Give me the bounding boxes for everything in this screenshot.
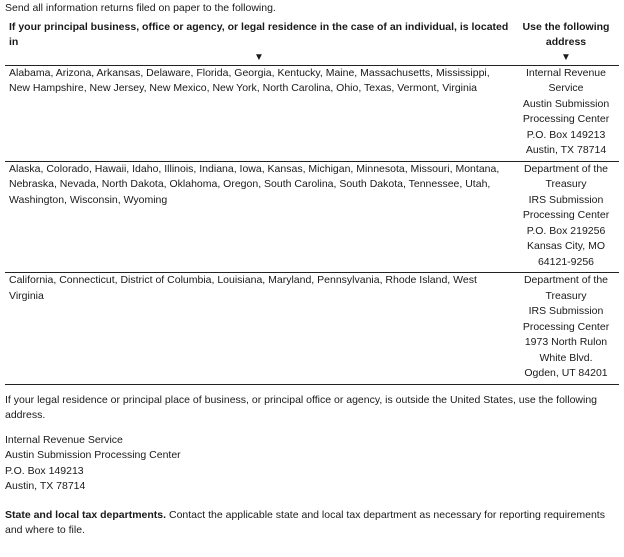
document-page: [0, 1, 624, 539]
state-local-note: [5, 508, 619, 539]
table-row: [5, 161, 619, 273]
address-line: P.O. Box 149213: [526, 128, 606, 141]
address-line: Internal Revenue Service: [5, 433, 123, 446]
address-line: 64121-9256: [537, 255, 595, 268]
address-line: P.O. Box 219256: [526, 224, 606, 237]
table-row: [5, 273, 619, 385]
foreign-address-block: [5, 433, 619, 495]
address-line: Austin, TX 78714: [525, 144, 607, 156]
address-cell: [513, 273, 619, 385]
state-local-label: State and local tax departments.: [5, 508, 167, 521]
address-line: IRS Submission: [528, 305, 604, 317]
address-cell: [513, 161, 619, 273]
address-header-line: address: [545, 36, 587, 48]
address-line: Treasury: [545, 289, 587, 302]
table-header-row: [5, 20, 619, 66]
address-header-line: Use the following: [522, 20, 610, 33]
states-cell: California, Connecticut, District of Columbia, Louisiana, Maryland, Pennsylvania, Rhode Island, West Virginia: [5, 273, 513, 385]
foreign-note: If your legal residence or principal place of business, or principal office or agency, is outside the United States, use the following address.: [5, 393, 598, 421]
address-line: Treasury: [545, 178, 587, 190]
state-local-text: Contact the applicable state and local tax department as necessary for reporting requirements and where to file.: [5, 508, 605, 536]
table-row: [5, 65, 619, 161]
address-line: Processing Center: [522, 320, 610, 333]
intro-text: Send all information returns filed on paper to the following.: [5, 2, 276, 14]
filing-address-table: [5, 20, 619, 385]
address-line: Austin Submission Processing Center: [5, 449, 181, 461]
states-cell: Alaska, Colorado, Hawaii, Idaho, Illinois, Indiana, Iowa, Kansas, Michigan, Minnesota, Missouri, Montana, Nebraska, Nevada, North Dakota, Oklahoma, Oregon, South Carolina, South Dakota, Tennessee, Utah, Washington, Wisconsin, Wyoming: [5, 161, 513, 273]
address-line: IRS Submission: [528, 193, 604, 206]
address-line: Internal Revenue: [526, 66, 606, 79]
address-cell: [513, 65, 619, 161]
address-line: Processing Center: [522, 113, 610, 125]
address-line: White Blvd.: [539, 351, 593, 364]
address-line: Service: [548, 82, 584, 94]
location-column-header: [5, 20, 513, 66]
address-line: Austin Submission: [522, 97, 610, 110]
down-arrow-icon: ▼: [561, 51, 571, 63]
address-line: Kansas City, MO: [527, 240, 605, 252]
address-line: Department of the: [523, 274, 609, 286]
address-line: Department of the: [523, 162, 609, 175]
address-line: 1973 North Rulon: [524, 336, 608, 348]
down-arrow-icon: ▼: [254, 51, 264, 63]
address-line: Austin, TX 78714: [5, 480, 86, 492]
address-line: Processing Center: [522, 209, 610, 221]
states-cell: Alabama, Arizona, Arkansas, Delaware, Florida, Georgia, Kentucky, Maine, Massachusetts, Mississippi, New Hampshire, New Jersey, New Mexico, New York, North Carolina, Ohio, Texas, Vermont, Virginia: [5, 65, 513, 161]
address-column-header: [513, 20, 619, 66]
address-line: P.O. Box 149213: [5, 464, 84, 477]
address-line: Ogden, UT 84201: [524, 367, 608, 379]
location-header-text: If your principal business, office or agency, or legal residence in the case of an individual, is located in: [9, 20, 509, 48]
